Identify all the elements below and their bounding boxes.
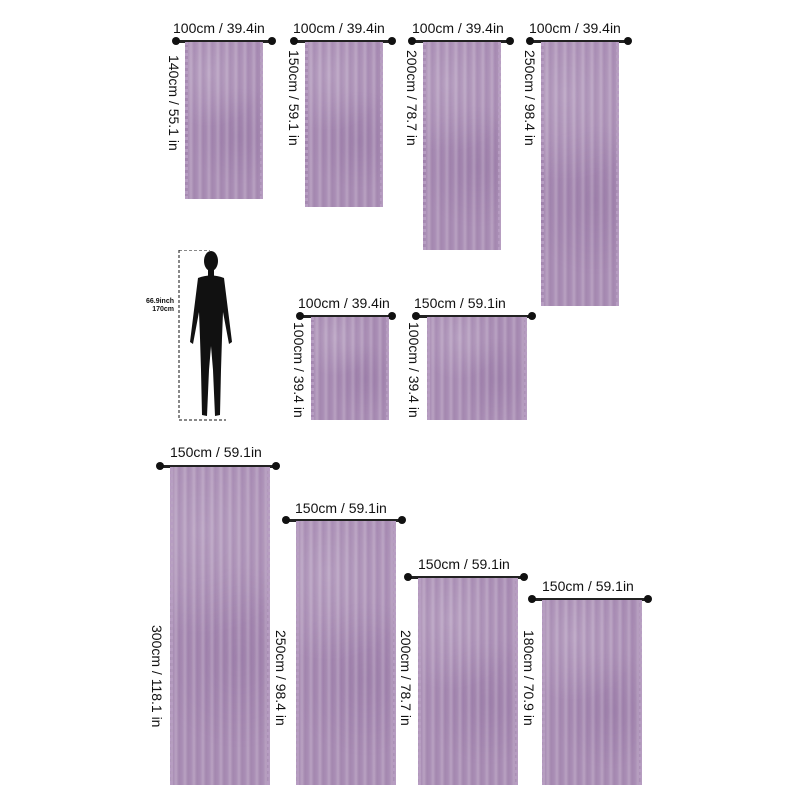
height-label: 250cm / 98.4 in [273, 630, 289, 726]
curtain-fabric [423, 42, 501, 250]
width-label: 100cm / 39.4in [173, 20, 265, 36]
width-label: 100cm / 39.4in [529, 20, 621, 36]
curtain-fabric [305, 42, 383, 207]
width-label: 150cm / 59.1in [418, 556, 510, 572]
curtain-fabric [296, 521, 396, 785]
person-height-label [142, 298, 174, 314]
height-label: 300cm / 118.1 in [149, 625, 165, 728]
width-label: 150cm / 59.1in [295, 500, 387, 516]
curtain-fabric [427, 317, 527, 420]
height-label: 200cm / 78.7 in [398, 630, 414, 726]
height-label: 100cm / 39.4 in [406, 322, 422, 418]
height-label: 200cm / 78.7 in [404, 50, 420, 146]
height-label: 150cm / 59.1 in [286, 50, 302, 146]
width-label: 100cm / 39.4in [293, 20, 385, 36]
human-figure-icon [176, 250, 246, 422]
height-label: 140cm / 55.1 in [166, 55, 182, 151]
person-height-inch: 66.9inch [145, 298, 174, 305]
person-height-cm: 170cm [152, 306, 174, 313]
height-label: 250cm / 98.4 in [522, 50, 538, 146]
curtain-fabric [541, 42, 619, 306]
curtain-fabric [170, 467, 270, 785]
height-label: 100cm / 39.4 in [291, 322, 307, 418]
person-silhouette [145, 250, 246, 422]
curtain-fabric [311, 317, 389, 420]
width-label: 150cm / 59.1in [542, 578, 634, 594]
width-label: 100cm / 39.4in [298, 295, 390, 311]
curtain-fabric [418, 578, 518, 785]
curtain-fabric [542, 600, 642, 785]
width-label: 150cm / 59.1in [170, 444, 262, 460]
width-label: 100cm / 39.4in [412, 20, 504, 36]
width-label: 150cm / 59.1in [414, 295, 506, 311]
curtain-fabric [185, 42, 263, 199]
height-label: 180cm / 70.9 in [521, 630, 537, 726]
